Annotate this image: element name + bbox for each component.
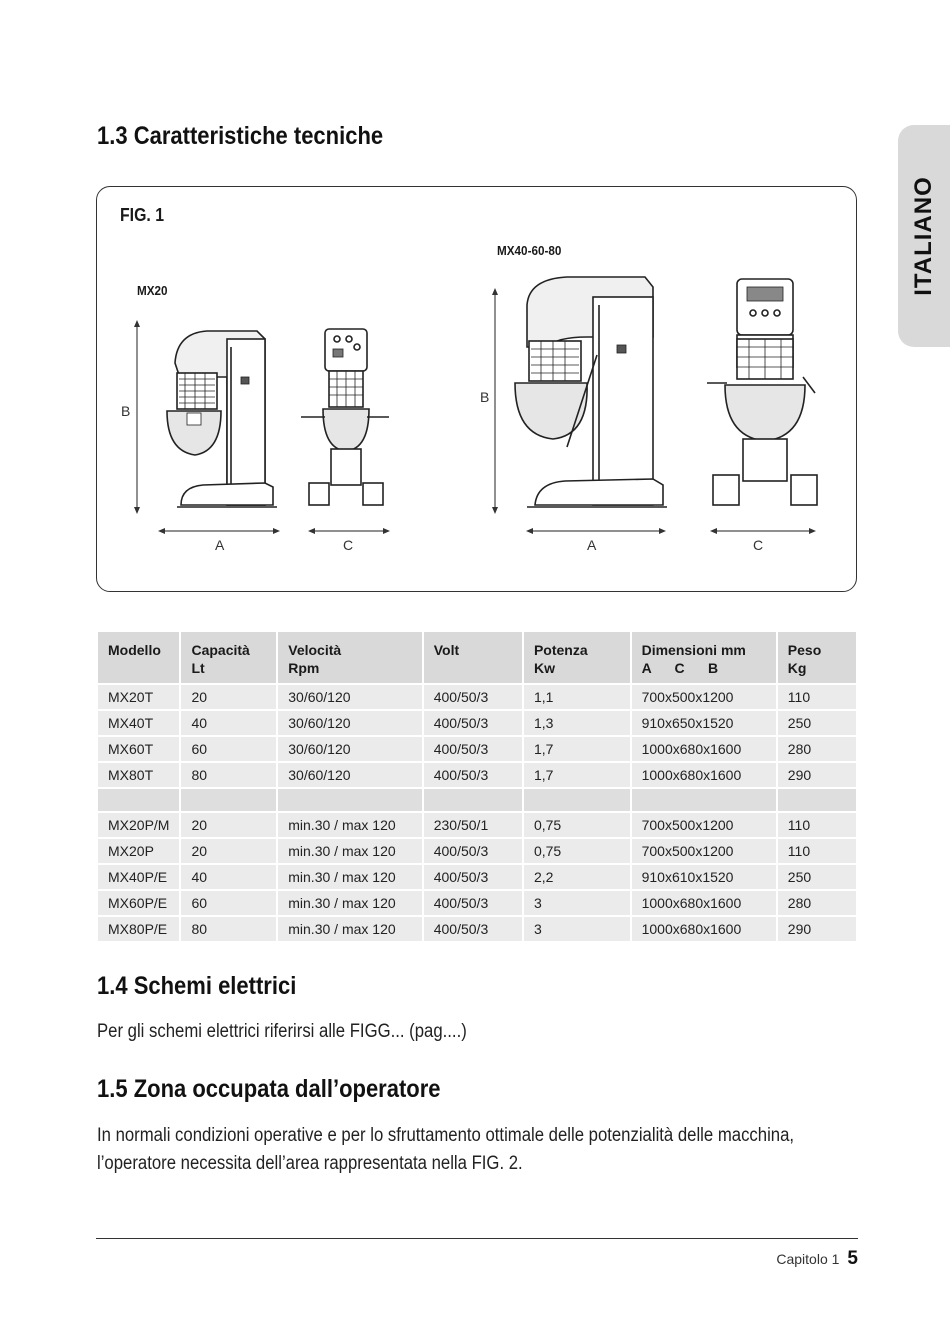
cell-speed: min.30 / max 120 — [278, 813, 421, 837]
table-row — [98, 711, 856, 735]
table-row — [98, 737, 856, 761]
cell-dimensions: 700x500x1200 — [632, 839, 776, 863]
col-header: Volt — [424, 632, 522, 683]
mx20-side-view — [137, 323, 277, 531]
dim-a-mx20: A — [215, 537, 225, 553]
cell-speed: 30/60/120 — [278, 685, 421, 709]
table-row — [98, 685, 856, 709]
cell-power: 3 — [524, 891, 630, 915]
cell-capacity: 80 — [181, 763, 276, 787]
language-tab — [898, 125, 950, 347]
cell-speed: min.30 / max 120 — [278, 839, 421, 863]
cell-power: 1,7 — [524, 763, 630, 787]
specs-table — [96, 630, 858, 943]
model-label-mx20: MX20 — [137, 283, 168, 298]
cell-speed: 30/60/120 — [278, 737, 421, 761]
col-header: Peso Kg — [778, 632, 856, 683]
cell-capacity: 20 — [181, 839, 276, 863]
col-header: Modello — [98, 632, 179, 683]
cell-power: 1,7 — [524, 737, 630, 761]
cell-model: MX40T — [98, 711, 179, 735]
footer-divider — [96, 1238, 858, 1239]
cell-speed: min.30 / max 120 — [278, 917, 421, 941]
cell-power: 3 — [524, 917, 630, 941]
page-footer — [776, 1248, 858, 1270]
cell-weight: 250 — [778, 711, 856, 735]
figure-label: FIG. 1 — [120, 205, 165, 225]
cell-model: MX20P/M — [98, 813, 179, 837]
table-spacer-row — [98, 789, 856, 811]
cell-weight: 290 — [778, 763, 856, 787]
chapter-label: Capitolo 1 — [776, 1251, 840, 1267]
cell-capacity: 40 — [181, 711, 276, 735]
cell-weight: 110 — [778, 813, 856, 837]
table-row — [98, 891, 856, 915]
cell-capacity: 60 — [181, 891, 276, 915]
cell-volt: 230/50/1 — [424, 813, 522, 837]
model-label-mx40-60-80: MX40-60-80 — [497, 243, 562, 258]
dim-c-mx20: C — [343, 537, 354, 553]
section-title-1-3: 1.3 Caratteristiche tecniche — [97, 122, 384, 150]
cell-weight: 290 — [778, 917, 856, 941]
cell-weight: 280 — [778, 737, 856, 761]
cell-capacity: 60 — [181, 737, 276, 761]
specs-header-row — [98, 632, 856, 683]
col-header: Dimensioni mm A C B — [632, 632, 776, 683]
cell-volt: 400/50/3 — [424, 711, 522, 735]
cell-power: 0,75 — [524, 813, 630, 837]
cell-capacity: 80 — [181, 917, 276, 941]
col-header: Potenza Kw — [524, 632, 630, 683]
dim-b-mx40: B — [480, 389, 490, 405]
cell-speed: min.30 / max 120 — [278, 891, 421, 915]
dim-a-mx40: A — [587, 537, 597, 553]
cell-dimensions: 1000x680x1600 — [632, 917, 776, 941]
cell-model: MX20T — [98, 685, 179, 709]
language-tab-label: ITALIANO — [910, 176, 937, 296]
dim-c-mx40: C — [753, 537, 764, 553]
cell-model: MX60P/E — [98, 891, 179, 915]
cell-dimensions: 910x610x1520 — [632, 865, 776, 889]
cell-power: 0,75 — [524, 839, 630, 863]
cell-dimensions: 700x500x1200 — [632, 813, 776, 837]
cell-capacity: 40 — [181, 865, 276, 889]
cell-weight: 280 — [778, 891, 856, 915]
table-row — [98, 813, 856, 837]
col-header: Velocità Rpm — [278, 632, 421, 683]
cell-volt: 400/50/3 — [424, 865, 522, 889]
cell-dimensions: 700x500x1200 — [632, 685, 776, 709]
operator-area-text — [97, 1122, 794, 1178]
col-header: Capacità Lt — [181, 632, 276, 683]
cell-volt: 400/50/3 — [424, 737, 522, 761]
mx40-front-view — [707, 279, 817, 531]
page-number: 5 — [847, 1248, 858, 1269]
cell-model: MX80T — [98, 763, 179, 787]
cell-power: 1,3 — [524, 711, 630, 735]
mixer-drawings — [97, 187, 858, 593]
table-row — [98, 917, 856, 941]
cell-weight: 250 — [778, 865, 856, 889]
cell-volt: 400/50/3 — [424, 917, 522, 941]
operator-area-line-1: In normali condizioni operative e per lo sfruttamento ottimale delle potenzialità delle macchina, — [97, 1125, 795, 1146]
cell-volt: 400/50/3 — [424, 839, 522, 863]
cell-volt: 400/50/3 — [424, 685, 522, 709]
table-row — [98, 763, 856, 787]
cell-weight: 110 — [778, 839, 856, 863]
cell-speed: 30/60/120 — [278, 763, 421, 787]
table-row — [98, 865, 856, 889]
cell-dimensions: 1000x680x1600 — [632, 891, 776, 915]
mx40-side-view — [495, 277, 667, 531]
cell-speed: 30/60/120 — [278, 711, 421, 735]
section-title-1-4: 1.4 Schemi elettrici — [97, 972, 297, 1000]
cell-capacity: 20 — [181, 813, 276, 837]
cell-power: 1,1 — [524, 685, 630, 709]
dim-b-mx20: B — [121, 403, 131, 419]
cell-model: MX20P — [98, 839, 179, 863]
cell-speed: min.30 / max 120 — [278, 865, 421, 889]
figure-1-box — [96, 186, 857, 592]
cell-dimensions: 910x650x1520 — [632, 711, 776, 735]
operator-area-line-2: l’operatore necessita dell’area rappresentata nella FIG. 2. — [97, 1153, 523, 1174]
cell-weight: 110 — [778, 685, 856, 709]
cell-model: MX80P/E — [98, 917, 179, 941]
cell-model: MX60T — [98, 737, 179, 761]
cell-model: MX40P/E — [98, 865, 179, 889]
cell-capacity: 20 — [181, 685, 276, 709]
table-row — [98, 839, 856, 863]
cell-dimensions: 1000x680x1600 — [632, 737, 776, 761]
mx20-front-view — [301, 329, 389, 531]
section-title-1-5: 1.5 Zona occupata dall’operatore — [97, 1075, 441, 1103]
cell-dimensions: 1000x680x1600 — [632, 763, 776, 787]
electrical-schemes-text: Per gli schemi elettrici riferirsi alle FIGG... (pag....) — [97, 1021, 467, 1042]
cell-power: 2,2 — [524, 865, 630, 889]
cell-volt: 400/50/3 — [424, 891, 522, 915]
cell-volt: 400/50/3 — [424, 763, 522, 787]
